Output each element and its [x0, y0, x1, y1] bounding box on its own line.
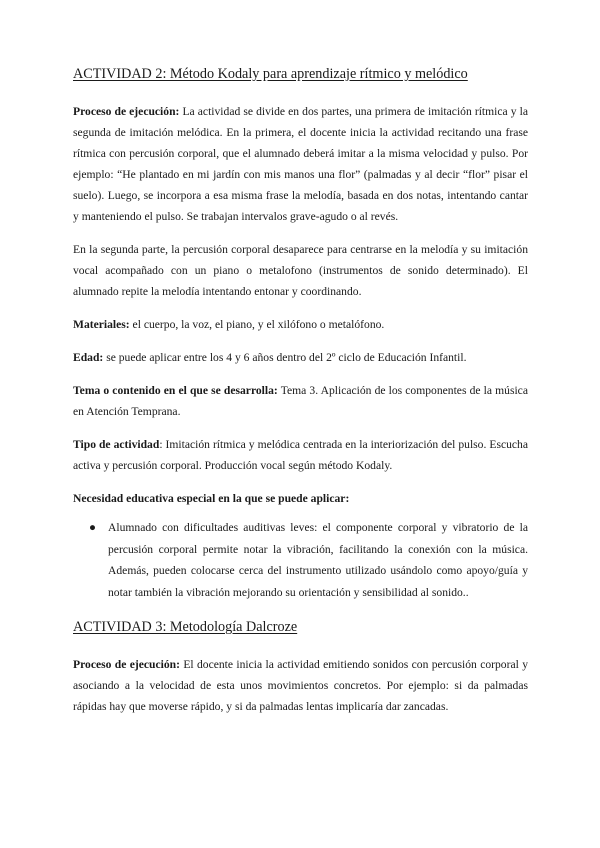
activity2-type-text: : Imitación rítmica y melódica centrada en la interiorización del pulso. Escucha activa y percusión corporal. Producción vocal según método Kodaly.: [73, 438, 528, 472]
activity2-age-label: Edad:: [73, 351, 104, 364]
activity2-need-item-text: Alumnado con dificultades auditivas leves: el componente corporal y vibratorio de la percusión corporal permite notar la vibración, facilitando la conexión con la música. Además, pueden colocarse cerca del instrumento utilizado usándolo como apoyo/guía y notar también la vibración mejorando su orientación y sensibilidad al sonido..: [108, 521, 528, 599]
activity2-need-title: Necesidad educativa especial en la que se puede aplicar:: [73, 492, 350, 505]
activity2-age-paragraph: [73, 347, 528, 368]
activity2-process-label: Proceso de ejecución:: [73, 105, 180, 118]
activity2-type-label: Tipo de actividad: [73, 438, 160, 451]
list-item: [73, 517, 528, 603]
activity3-process-label: Proceso de ejecución:: [73, 658, 180, 671]
activity2-need-list: [73, 517, 528, 603]
activity2-topic-paragraph: [73, 380, 528, 422]
activity2-type-paragraph: [73, 434, 528, 476]
activity3-process-text: El docente inicia la actividad emitiendo sonidos con percusión corporal y asociando a la velocidad de esta unos movimientos concretos. Por ejemplo: si da palmadas rápidas hay que moverse rápido, y si da palmadas lentas implicaría dar zancadas.: [73, 658, 528, 713]
activity2-topic-label: Tema o contenido en el que se desarrolla:: [73, 384, 278, 397]
activity2-age-text: se puede aplicar entre los 4 y 6 años dentro del 2º ciclo de Educación Infantil.: [103, 351, 467, 364]
activity2-topic-text: Tema 3. Aplicación de los componentes de la música en Atención Temprana.: [73, 384, 528, 418]
activity2-materials-label: Materiales:: [73, 318, 130, 331]
bullet-icon: ●: [89, 521, 97, 534]
activity3-process-paragraph: [73, 654, 528, 717]
activity2-heading: ACTIVIDAD 2: Método Kodaly para aprendizaje rítmico y melódico: [73, 66, 468, 82]
activity3-heading: ACTIVIDAD 3: Metodología Dalcroze: [73, 619, 298, 635]
activity2-process-paragraph: [73, 101, 528, 227]
activity2-materials-paragraph: [73, 314, 528, 335]
activity2-process-text: La actividad se divide en dos partes, una primera de imitación rítmica y la segunda de imitación melódica. En la primera, el docente inicia la actividad recitando una frase rítmica con percusión corporal, que el alumnado deberá imitar a la misma velocidad y pulso. Por ejemplo: “He plantado en mi jardín con mis manos una flor” (palmadas y al decir “flor” pisar el suelo). Luego, se incorpora a esa misma frase la melodía, basada en dos notas, intentando cantar y manteniendo el pulso. Se trabajan intervalos grave-agudo o al revés.: [73, 105, 528, 223]
activity2-second-part-paragraph: En la segunda parte, la percusión corporal desaparece para centrarse en la melodía y su imitación vocal acompañado con un piano o metalofono (instrumentos de sonido determinado). El alumnado repite la melodía intentando entonar y coordinando.: [73, 243, 528, 298]
activity2-materials-text: el cuerpo, la voz, el piano, y el xilófono o metalófono.: [129, 318, 385, 331]
document-page: [73, 66, 528, 729]
